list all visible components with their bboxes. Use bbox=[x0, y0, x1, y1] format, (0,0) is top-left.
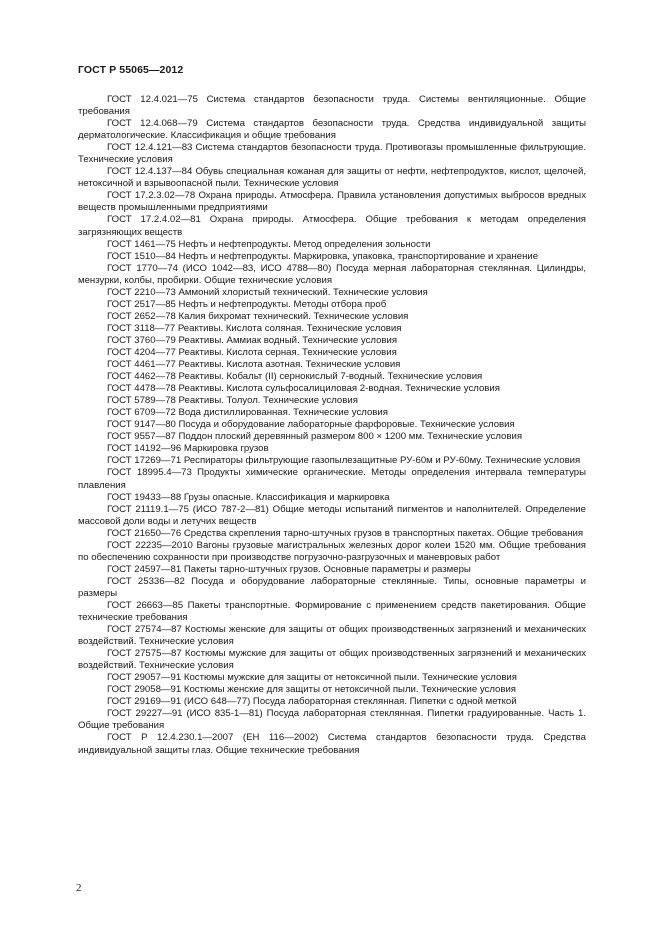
reference-entry: ГОСТ 29227—91 (ИСО 835-1—81) Посуда лабораторная стеклянная. Пипетки градуированные. Часть 1. Общие требования bbox=[78, 708, 586, 732]
page-header: ГОСТ Р 55065—2012 bbox=[78, 64, 184, 76]
reference-entry: ГОСТ 2652—78 Калия бихромат технический. Технические условия bbox=[107, 310, 409, 322]
reference-entry: ГОСТ 27575—87 Костюмы мужские для защиты от общих производственных загрязнений и механических воздействий. Технические условия bbox=[78, 648, 586, 672]
reference-entry: ГОСТ 17269—71 Респираторы фильтрующие газопылезащитные РУ-60м и РУ-60му. Технические условия bbox=[107, 455, 581, 467]
reference-entry: ГОСТ 1770—74 (ИСО 1042—83, ИСО 4788—80) Посуда мерная лабораторная стеклянная. Цилиндры, мензурки, колбы, пробирки. Общие технические условия bbox=[78, 262, 586, 286]
reference-entry: ГОСТ 29058—91 Костюмы женские для защиты от нетоксичной пыли. Технические условия bbox=[107, 684, 517, 696]
reference-entry: ГОСТ 3760—79 Реактивы. Аммиак водный. Технические условия bbox=[107, 334, 398, 346]
reference-entry: ГОСТ 1510—84 Нефть и нефтепродукты. Маркировка, упаковка, транспортирование и хранение bbox=[107, 250, 539, 262]
reference-entry: ГОСТ 9147—80 Посуда и оборудование лабораторные фарфоровые. Технические условия bbox=[107, 419, 515, 431]
reference-entry: ГОСТ 22235—2010 Вагоны грузовые магистральных железных дорог колеи 1520 мм. Общие требования по обеспечению сохранности при производстве погрузочно-разгрузочных и маневровых работ bbox=[78, 539, 586, 563]
reference-entry: ГОСТ 4478—78 Реактивы. Кислота сульфосалициловая 2-водная. Технические условия bbox=[107, 383, 500, 395]
reference-entry: ГОСТ 6709—72 Вода дистиллированная. Технические условия bbox=[107, 407, 388, 419]
reference-entry: ГОСТ 12.4.068—79 Система стандартов безопасности труда. Средства индивидуальной защиты дерматологические. Классификация и общие требования bbox=[78, 118, 586, 142]
reference-entry: ГОСТ 29057—91 Костюмы мужские для защиты от нетоксичной пыли. Технические условия bbox=[107, 672, 517, 684]
normative-references-list bbox=[78, 94, 586, 757]
reference-entry: ГОСТ 4462—78 Реактивы. Кобальт (II) сернокислый 7-водный. Технические условия bbox=[107, 371, 483, 383]
reference-entry: ГОСТ 21119.1—75 (ИСО 787-2—81) Общие методы испытаний пигментов и наполнителей. Определение массовой доли воды и летучих веществ bbox=[78, 503, 586, 527]
reference-entry: ГОСТ 9557—87 Поддон плоский деревянный размером 800 × 1200 мм. Технические условия bbox=[107, 431, 523, 443]
page-number: 2 bbox=[76, 882, 82, 894]
reference-entry: ГОСТ 19433—88 Грузы опасные. Классификация и маркировка bbox=[107, 491, 390, 503]
reference-entry: ГОСТ 12.4.137—84 Обувь специальная кожаная для защиты от нефти, нефтепродуктов, кислот, щелочей, нетоксичной и взрывоопасной пыли. Технические условия bbox=[78, 166, 586, 190]
reference-entry: ГОСТ 12.4.121—83 Система стандартов безопасности труда. Противогазы промышленные фильтрующие. Технические условия bbox=[78, 142, 586, 166]
reference-entry: ГОСТ 26663—85 Пакеты транспортные. Формирование с применением средств пакетирования. Общие технические требования bbox=[78, 599, 586, 624]
reference-entry: ГОСТ 12.4.021—75 Система стандартов безопасности труда. Системы вентиляционные. Общие требования bbox=[78, 94, 586, 118]
reference-entry: ГОСТ 5789—78 Реактивы. Толуол. Технические условия bbox=[107, 395, 358, 407]
reference-entry: ГОСТ 2517—85 Нефть и нефтепродукты. Методы отбора проб bbox=[107, 298, 387, 310]
reference-entry: ГОСТ 24597—81 Пакеты тарно-штучных грузов. Основные параметры и размеры bbox=[107, 563, 471, 575]
reference-entry: ГОСТ 17.2.4.02—81 Охрана природы. Атмосфера. Общие требования к методам определения загрязняющих веществ bbox=[78, 214, 586, 238]
reference-entry: ГОСТ 21650—76 Средства скрепления тарно-штучных грузов в транспортных пакетах. Общие требования bbox=[107, 527, 584, 539]
reference-entry: ГОСТ 29169—91 (ИСО 648—77) Посуда лабораторная стеклянная. Пипетки с одной меткой bbox=[107, 696, 517, 708]
reference-entry: ГОСТ 3118—77 Реактивы. Кислота соляная. Технические условия bbox=[107, 322, 402, 334]
reference-entry: ГОСТ 25336—82 Посуда и оборудование лабораторные стеклянные. Типы, основные параметры и размеры bbox=[78, 575, 586, 599]
reference-entry: ГОСТ 4204—77 Реактивы. Кислота серная. Технические условия bbox=[107, 346, 397, 358]
reference-entry: ГОСТ 27574—87 Костюмы женские для защиты от общих производственных загрязнений и механических воздействий. Технические условия bbox=[78, 624, 586, 648]
reference-entry: ГОСТ 18995.4—73 Продукты химические органические. Методы определения интервала температуры плавления bbox=[78, 467, 586, 491]
reference-entry: ГОСТ 1461—75 Нефть и нефтепродукты. Метод определения зольности bbox=[107, 238, 431, 250]
reference-entry: ГОСТ Р 12.4.230.1—2007 (ЕН 116—2002) Система стандартов безопасности труда. Средства индивидуальной защиты глаз. Общие технические требования bbox=[78, 732, 586, 756]
reference-entry: ГОСТ 17.2.3.02—78 Охрана природы. Атмосфера. Правила установления допустимых выбросов вредных веществ промышленными предприятиями bbox=[78, 190, 586, 214]
reference-entry: ГОСТ 4461—77 Реактивы. Кислота азотная. Технические условия bbox=[107, 359, 401, 371]
reference-entry: ГОСТ 2210—73 Аммоний хлористый технический. Технические условия bbox=[107, 286, 428, 298]
reference-entry: ГОСТ 14192—96 Маркировка грузов bbox=[107, 443, 269, 455]
